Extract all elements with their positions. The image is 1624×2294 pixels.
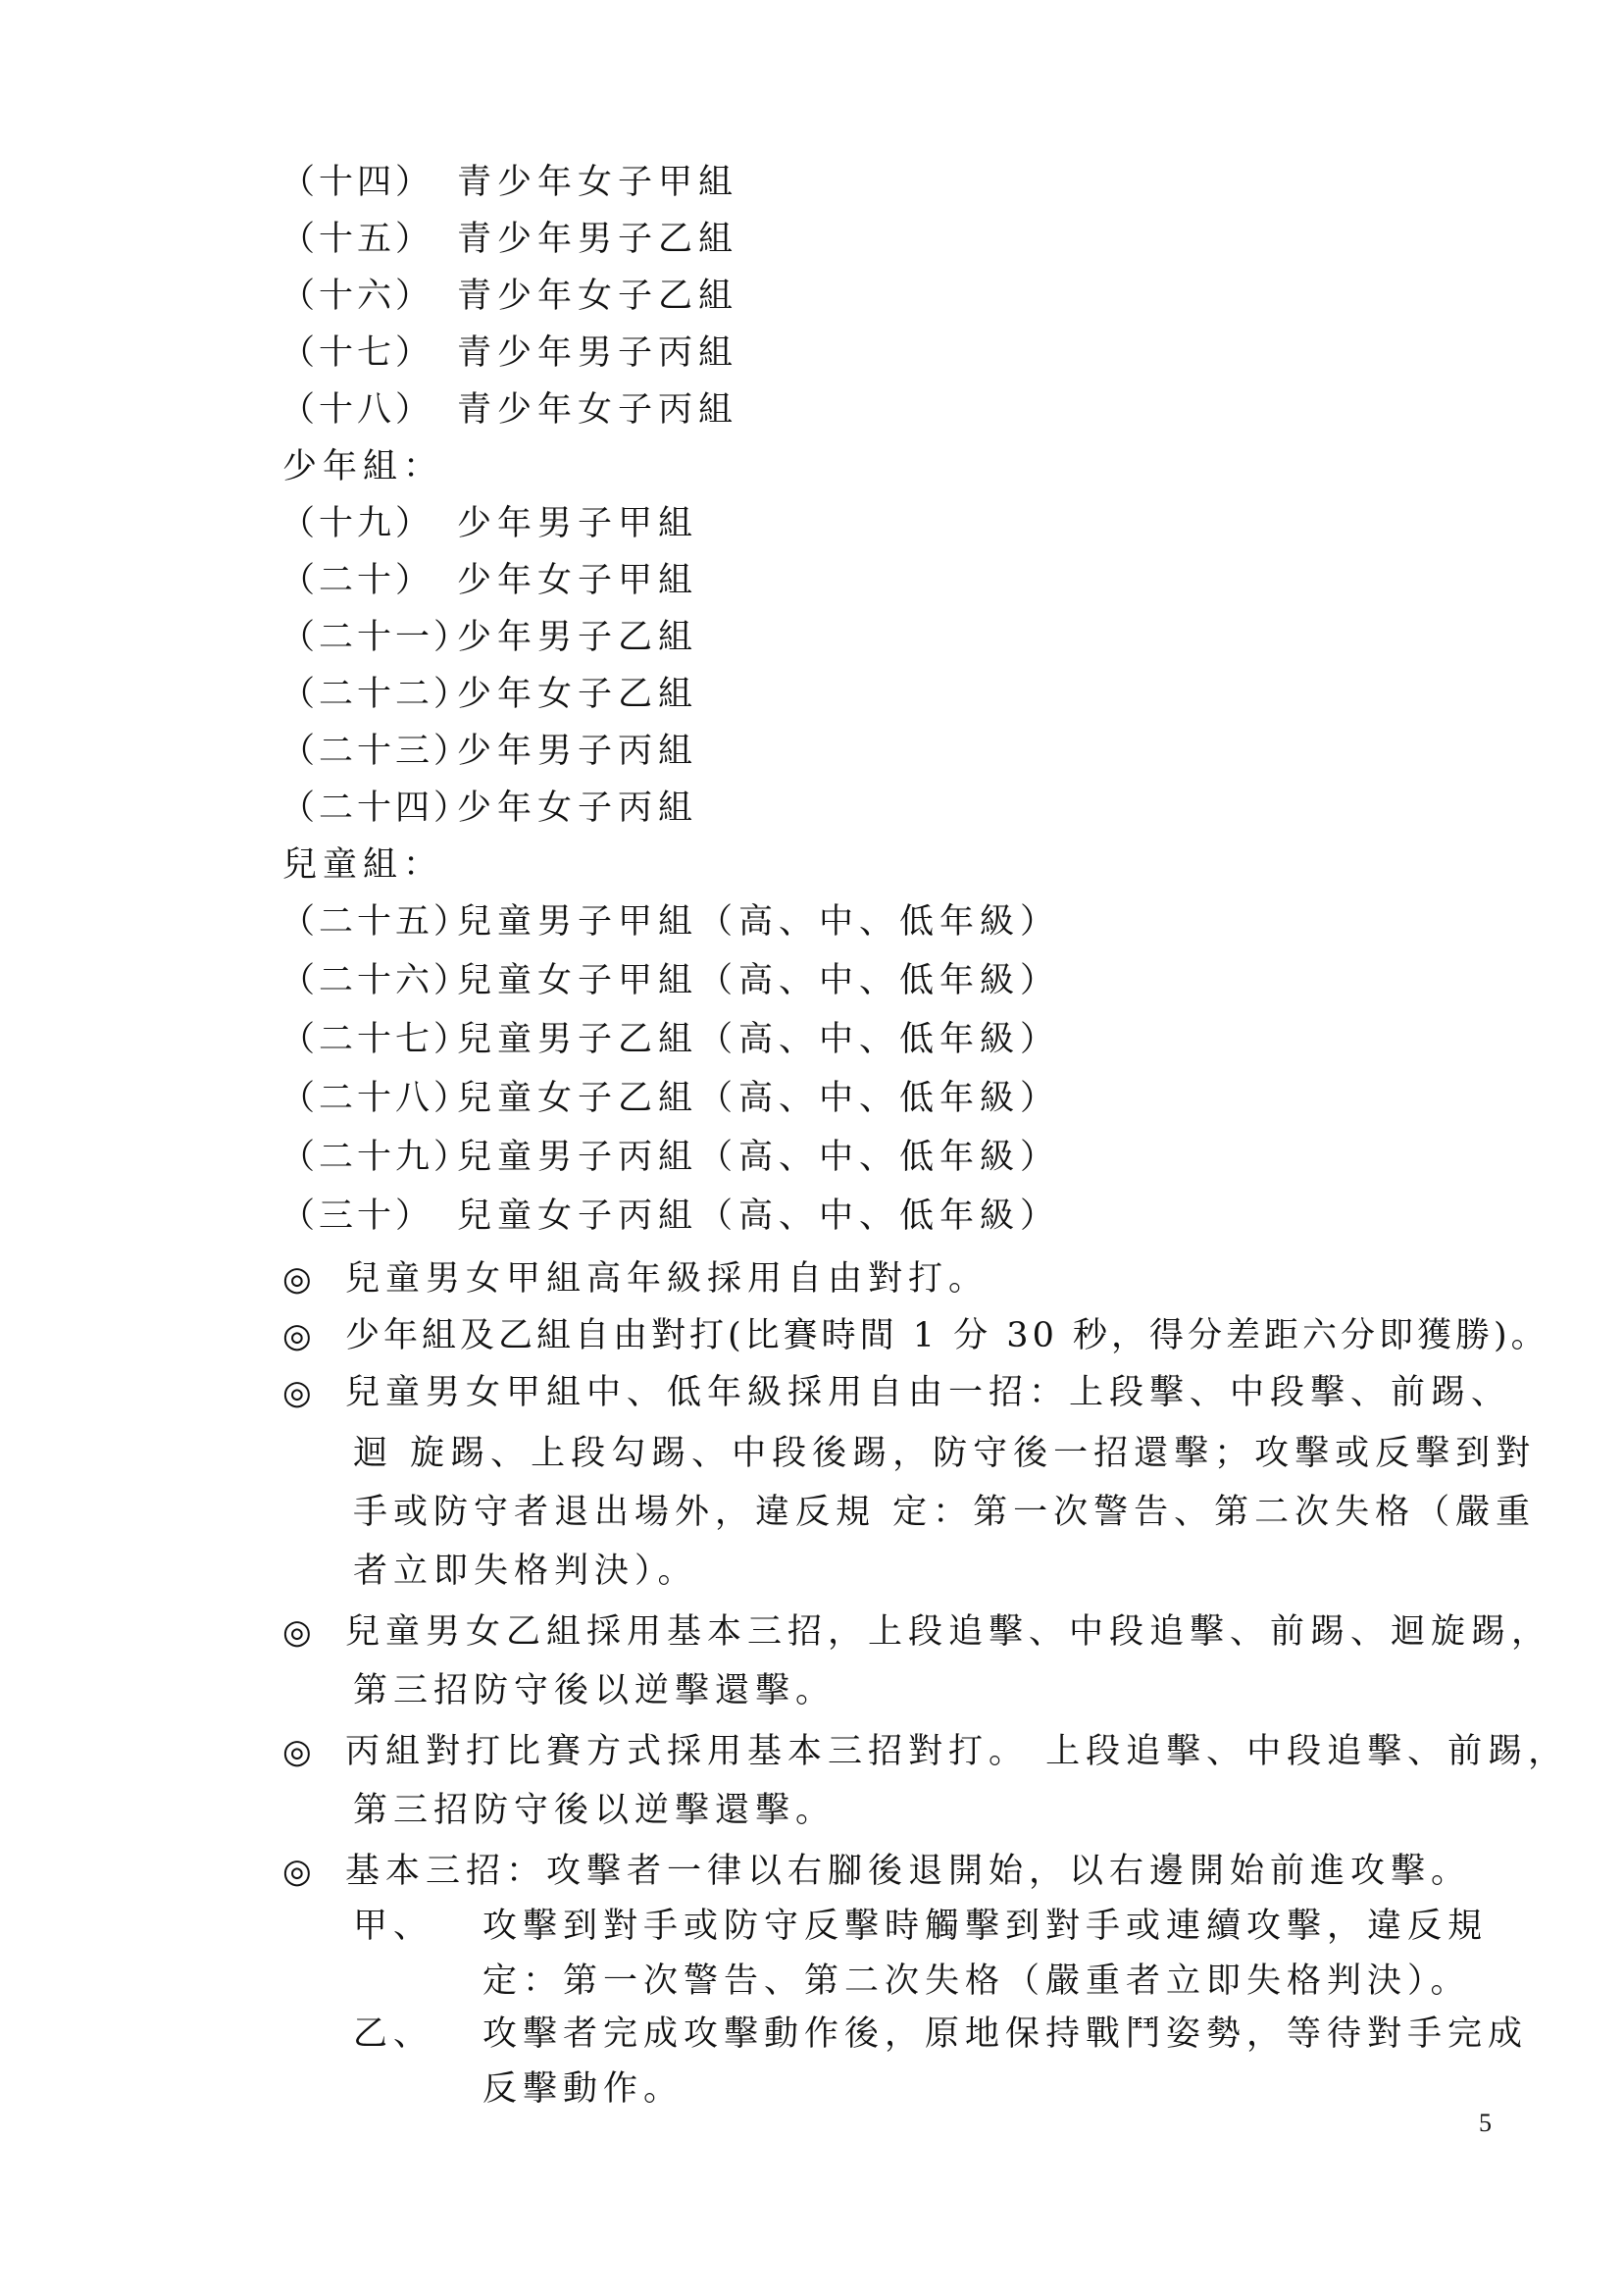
item-number: （二十二）	[280, 675, 473, 714]
item-text: 兒童女子甲組（高、中、低年級）	[457, 961, 1061, 1000]
sub-item-label: 甲、	[353, 1907, 434, 1946]
note-text: 兒童男女乙組採用基本三招，上段追擊、中段追擊、前踢、迴旋踢，	[345, 1612, 1552, 1652]
double-circle-icon: ◎	[282, 1852, 318, 1891]
item-number: （二十四）	[280, 789, 473, 828]
item-text: 少年男子乙組	[457, 618, 699, 657]
item-number: （二十一）	[280, 618, 473, 657]
double-circle-icon: ◎	[282, 1612, 318, 1652]
sub-item-text: 攻擊者完成攻擊動作後，原地保持戰鬥姿勢，等待對手完成	[482, 2014, 1529, 2054]
item-text: 兒童女子乙組（高、中、低年級）	[457, 1079, 1061, 1118]
sub-item-text: 攻擊到對手或防守反擊時觸擊到對手或連續攻擊，違反規	[482, 1907, 1489, 1946]
note-text: 兒童男女甲組中、低年級採用自由一招：上段擊、中段擊、前踢、	[345, 1373, 1512, 1412]
note-text: 第三招防守後以逆擊還擊。	[353, 1671, 837, 1710]
sub-item-label: 乙、	[353, 2014, 434, 2054]
item-number: （二十）	[280, 561, 434, 600]
item-text: 兒童男子丙組（高、中、低年級）	[457, 1138, 1061, 1177]
item-number: （十六）	[280, 277, 434, 316]
item-number: （十四）	[280, 163, 434, 202]
item-text: 兒童女子丙組（高、中、低年級）	[457, 1197, 1061, 1236]
item-text: 青少年男子乙組	[457, 220, 739, 259]
item-number: （二十七）	[280, 1020, 473, 1059]
item-text: 青少年女子甲組	[457, 163, 739, 202]
note-text: 迴 旋踢、上段勾踢、中段後踢，防守後一招還擊；攻擊或反擊到對	[353, 1434, 1537, 1473]
item-text: 少年男子甲組	[457, 504, 699, 543]
double-circle-icon: ◎	[282, 1732, 318, 1771]
item-number: （十七）	[280, 333, 434, 373]
item-text: 少年女子乙組	[457, 675, 699, 714]
note-text: 基本三招：攻擊者一律以右腳後退開始，以右邊開始前進攻擊。	[345, 1852, 1472, 1891]
item-text: 青少年女子乙組	[457, 277, 739, 316]
note-text: 手或防守者退出場外，違反規 定：第一次警告、第二次失格（嚴重	[353, 1493, 1537, 1532]
page-number: 5	[1479, 2109, 1492, 2137]
item-text: 青少年女子丙組	[457, 390, 739, 430]
item-text: 少年女子丙組	[457, 789, 699, 828]
item-text: 兒童男子甲組（高、中、低年級）	[457, 902, 1061, 942]
item-number: （二十五）	[280, 902, 473, 942]
double-circle-icon: ◎	[282, 1259, 318, 1299]
sub-item-text: 反擊動作。	[482, 2069, 685, 2109]
item-number: （十九）	[280, 504, 434, 543]
note-text: 少年組及乙組自由對打(比賽時間 1 分 30 秒，得分差距六分即獲勝)。	[345, 1316, 1549, 1355]
item-number: （二十六）	[280, 961, 473, 1000]
sub-item-text: 定：第一次警告、第二次失格（嚴重者立即失格判決）。	[482, 1962, 1471, 2001]
double-circle-icon: ◎	[282, 1316, 318, 1355]
heading-text: 兒童組：	[282, 845, 444, 885]
item-number: （二十九）	[280, 1138, 473, 1177]
item-text: 少年女子甲組	[457, 561, 699, 600]
item-text: 少年男子丙組	[457, 732, 699, 771]
item-number: （二十三）	[280, 732, 473, 771]
note-text: 丙組對打比賽方式採用基本三招對打。 上段追擊、中段追擊、前踢，	[345, 1732, 1569, 1771]
item-number: （十八）	[280, 390, 434, 430]
item-number: （二十八）	[280, 1079, 473, 1118]
item-text: 兒童男子乙組（高、中、低年級）	[457, 1020, 1061, 1059]
note-text: 者立即失格判決）。	[353, 1552, 698, 1591]
note-text: 兒童男女甲組高年級採用自由對打。	[345, 1259, 990, 1299]
heading-text: 少年組：	[282, 447, 444, 486]
item-text: 青少年男子丙組	[457, 333, 739, 373]
item-number: （三十）	[280, 1197, 434, 1236]
double-circle-icon: ◎	[282, 1373, 318, 1412]
note-text: 第三招防守後以逆擊還擊。	[353, 1791, 837, 1830]
item-number: （十五）	[280, 220, 434, 259]
